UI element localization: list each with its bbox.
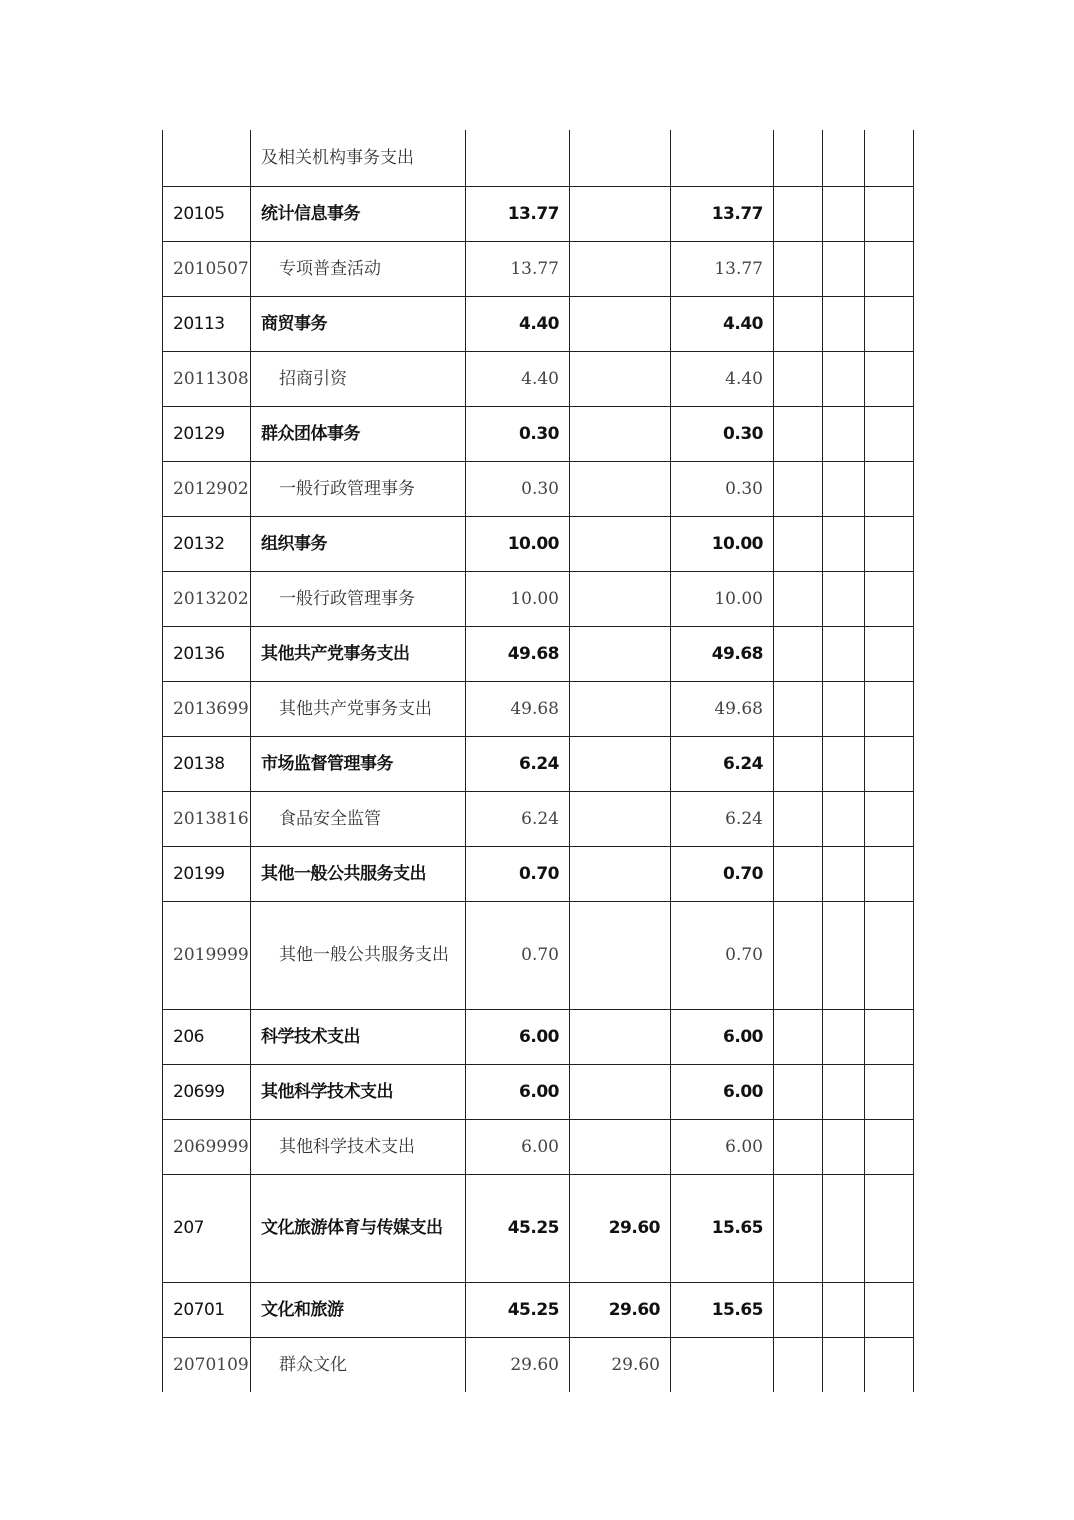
empty-cell-2 <box>823 626 865 681</box>
empty-cell-1 <box>774 846 823 901</box>
empty-cell-1 <box>774 736 823 791</box>
account-code-cell <box>163 351 251 406</box>
account-code-cell <box>163 130 251 186</box>
empty-cell-1 <box>774 296 823 351</box>
account-code-cell <box>163 406 251 461</box>
total-amount-cell <box>466 571 570 626</box>
table-row <box>163 1282 914 1337</box>
account-name-cell <box>251 1119 466 1174</box>
empty-cell-3 <box>865 130 914 186</box>
account-name-text: 商贸事务 <box>261 313 327 334</box>
account-name-text: 招商引资 <box>279 368 347 389</box>
project-expenditure-cell <box>671 516 774 571</box>
project-expenditure-cell <box>671 681 774 736</box>
account-code-text: 2019999 <box>173 945 249 965</box>
empty-cell-3 <box>865 351 914 406</box>
account-name-text: 其他科学技术支出 <box>279 1136 415 1157</box>
empty-cell-1 <box>774 791 823 846</box>
empty-cell-3 <box>865 461 914 516</box>
account-code-text: 20113 <box>173 313 225 334</box>
empty-cell-1 <box>774 461 823 516</box>
basic-expenditure-cell <box>570 681 671 736</box>
basic-expenditure-cell <box>570 130 671 186</box>
project-expenditure-cell <box>671 130 774 186</box>
account-code-text: 20199 <box>173 863 225 884</box>
table-row <box>163 461 914 516</box>
total-amount-text: 6.00 <box>519 1026 559 1047</box>
account-name-cell <box>251 791 466 846</box>
basic-expenditure-cell <box>570 351 671 406</box>
empty-cell-3 <box>865 736 914 791</box>
account-name-cell <box>251 241 466 296</box>
empty-cell-1 <box>774 130 823 186</box>
table-body <box>163 130 914 1392</box>
basic-expenditure-cell <box>570 846 671 901</box>
total-amount-cell <box>466 1119 570 1174</box>
table-row <box>163 130 914 186</box>
account-name-text: 文化旅游体育与传媒支出 <box>261 1218 443 1238</box>
account-code-text: 2069999 <box>173 1136 249 1157</box>
account-code-cell <box>163 1174 251 1282</box>
project-expenditure-text: 6.00 <box>725 1136 763 1157</box>
empty-cell-1 <box>774 1119 823 1174</box>
account-name-cell <box>251 406 466 461</box>
total-amount-text: 13.77 <box>507 203 559 224</box>
account-code-text: 20105 <box>173 203 225 224</box>
total-amount-text: 10.00 <box>510 588 559 609</box>
project-expenditure-cell <box>671 846 774 901</box>
project-expenditure-text: 4.40 <box>725 368 763 389</box>
empty-cell-1 <box>774 241 823 296</box>
project-expenditure-cell <box>671 1009 774 1064</box>
account-name-cell <box>251 681 466 736</box>
account-code-text: 2012902 <box>173 478 249 499</box>
total-amount-text: 6.24 <box>519 753 559 774</box>
account-name-cell <box>251 846 466 901</box>
project-expenditure-cell <box>671 736 774 791</box>
table-row <box>163 736 914 791</box>
empty-cell-2 <box>823 791 865 846</box>
table-row <box>163 296 914 351</box>
total-amount-cell <box>466 736 570 791</box>
account-code-text: 20129 <box>173 423 225 444</box>
project-expenditure-cell <box>671 1337 774 1392</box>
project-expenditure-cell <box>671 351 774 406</box>
empty-cell-3 <box>865 571 914 626</box>
total-amount-text: 10.00 <box>507 533 559 554</box>
empty-cell-3 <box>865 1282 914 1337</box>
total-amount-text: 6.00 <box>521 1136 559 1157</box>
empty-cell-2 <box>823 1337 865 1392</box>
basic-expenditure-text: 29.60 <box>608 1218 660 1238</box>
empty-cell-2 <box>823 296 865 351</box>
total-amount-text: 49.68 <box>507 643 559 664</box>
total-amount-text: 0.70 <box>519 863 559 884</box>
empty-cell-3 <box>865 296 914 351</box>
total-amount-text: 29.60 <box>510 1354 559 1375</box>
account-name-cell <box>251 571 466 626</box>
empty-cell-1 <box>774 406 823 461</box>
basic-expenditure-cell <box>570 1174 671 1282</box>
project-expenditure-cell <box>671 571 774 626</box>
basic-expenditure-cell <box>570 1337 671 1392</box>
total-amount-cell <box>466 791 570 846</box>
account-name-cell <box>251 461 466 516</box>
project-expenditure-text: 15.65 <box>711 1218 763 1238</box>
empty-cell-3 <box>865 681 914 736</box>
empty-cell-2 <box>823 571 865 626</box>
account-name-text: 一般行政管理事务 <box>279 588 415 609</box>
account-name-text: 科学技术支出 <box>261 1026 360 1047</box>
budget-expenditure-table <box>162 130 914 1392</box>
total-amount-text: 49.68 <box>510 698 559 719</box>
project-expenditure-cell <box>671 626 774 681</box>
empty-cell-1 <box>774 1337 823 1392</box>
empty-cell-2 <box>823 1119 865 1174</box>
account-name-cell <box>251 1337 466 1392</box>
account-name-cell <box>251 1009 466 1064</box>
basic-expenditure-cell <box>570 791 671 846</box>
total-amount-cell <box>466 516 570 571</box>
basic-expenditure-cell <box>570 406 671 461</box>
table-row <box>163 846 914 901</box>
empty-cell-3 <box>865 186 914 241</box>
total-amount-cell <box>466 681 570 736</box>
total-amount-cell <box>466 1009 570 1064</box>
account-code-cell <box>163 186 251 241</box>
account-code-cell <box>163 901 251 1009</box>
account-code-text: 20132 <box>173 533 225 554</box>
project-expenditure-cell <box>671 241 774 296</box>
total-amount-cell <box>466 1174 570 1282</box>
table-row <box>163 1064 914 1119</box>
account-code-cell <box>163 461 251 516</box>
account-name-cell <box>251 1064 466 1119</box>
empty-cell-1 <box>774 626 823 681</box>
account-name-text: 其他一般公共服务支出 <box>261 863 426 884</box>
table-row <box>163 571 914 626</box>
project-expenditure-cell <box>671 461 774 516</box>
account-code-cell <box>163 791 251 846</box>
table-row <box>163 351 914 406</box>
basic-expenditure-cell <box>570 736 671 791</box>
total-amount-cell <box>466 626 570 681</box>
account-name-cell <box>251 351 466 406</box>
project-expenditure-cell <box>671 791 774 846</box>
empty-cell-1 <box>774 571 823 626</box>
basic-expenditure-cell <box>570 626 671 681</box>
account-name-cell <box>251 130 466 186</box>
empty-cell-1 <box>774 1064 823 1119</box>
account-name-text: 组织事务 <box>261 533 327 554</box>
empty-cell-1 <box>774 1282 823 1337</box>
basic-expenditure-text: 29.60 <box>608 1299 660 1320</box>
empty-cell-2 <box>823 1009 865 1064</box>
account-name-cell <box>251 901 466 1009</box>
project-expenditure-cell <box>671 1174 774 1282</box>
account-name-cell <box>251 626 466 681</box>
account-code-text: 2013816 <box>173 808 249 829</box>
project-expenditure-text: 6.24 <box>723 753 763 774</box>
basic-expenditure-cell <box>570 296 671 351</box>
account-name-text: 群众团体事务 <box>261 423 360 444</box>
empty-cell-1 <box>774 186 823 241</box>
empty-cell-2 <box>823 1282 865 1337</box>
empty-cell-3 <box>865 1174 914 1282</box>
account-name-text: 其他科学技术支出 <box>261 1081 393 1102</box>
project-expenditure-cell <box>671 186 774 241</box>
total-amount-text: 13.77 <box>510 258 559 279</box>
account-code-text: 207 <box>173 1218 204 1238</box>
account-code-cell <box>163 1282 251 1337</box>
empty-cell-3 <box>865 241 914 296</box>
account-name-cell <box>251 186 466 241</box>
project-expenditure-text: 13.77 <box>711 203 763 224</box>
total-amount-cell <box>466 1282 570 1337</box>
empty-cell-2 <box>823 736 865 791</box>
empty-cell-3 <box>865 901 914 1009</box>
account-name-text: 食品安全监管 <box>279 808 381 829</box>
project-expenditure-cell <box>671 296 774 351</box>
account-name-text: 其他共产党事务支出 <box>279 698 432 719</box>
basic-expenditure-cell <box>570 516 671 571</box>
account-code-cell <box>163 1064 251 1119</box>
project-expenditure-cell <box>671 1119 774 1174</box>
empty-cell-3 <box>865 1009 914 1064</box>
table-row <box>163 791 914 846</box>
basic-expenditure-cell <box>570 901 671 1009</box>
empty-cell-2 <box>823 681 865 736</box>
project-expenditure-text: 0.70 <box>723 863 763 884</box>
account-code-text: 20701 <box>173 1299 225 1320</box>
account-name-cell <box>251 296 466 351</box>
empty-cell-1 <box>774 901 823 1009</box>
basic-expenditure-cell <box>570 1119 671 1174</box>
table-row <box>163 681 914 736</box>
empty-cell-1 <box>774 681 823 736</box>
account-code-text: 2010507 <box>173 258 249 279</box>
empty-cell-1 <box>774 516 823 571</box>
account-name-cell <box>251 516 466 571</box>
project-expenditure-text: 4.40 <box>723 313 763 334</box>
account-code-text: 20699 <box>173 1081 225 1102</box>
project-expenditure-text: 15.65 <box>711 1299 763 1320</box>
account-name-text: 其他一般公共服务支出 <box>279 945 449 965</box>
basic-expenditure-cell <box>570 461 671 516</box>
empty-cell-1 <box>774 1174 823 1282</box>
account-name-cell <box>251 736 466 791</box>
total-amount-text: 45.25 <box>507 1299 559 1320</box>
account-code-cell <box>163 1119 251 1174</box>
account-name-text: 及相关机构事务支出 <box>261 147 414 168</box>
empty-cell-2 <box>823 1174 865 1282</box>
project-expenditure-cell <box>671 406 774 461</box>
account-code-cell <box>163 571 251 626</box>
basic-expenditure-cell <box>570 1064 671 1119</box>
total-amount-cell <box>466 186 570 241</box>
project-expenditure-cell <box>671 1282 774 1337</box>
account-name-text: 专项普查活动 <box>279 258 381 279</box>
total-amount-cell <box>466 351 570 406</box>
account-code-cell <box>163 1009 251 1064</box>
total-amount-cell <box>466 406 570 461</box>
total-amount-text: 0.30 <box>521 478 559 499</box>
empty-cell-3 <box>865 626 914 681</box>
project-expenditure-text: 6.00 <box>723 1081 763 1102</box>
empty-cell-2 <box>823 130 865 186</box>
project-expenditure-cell <box>671 901 774 1009</box>
account-code-cell <box>163 681 251 736</box>
total-amount-text: 6.00 <box>519 1081 559 1102</box>
empty-cell-2 <box>823 406 865 461</box>
total-amount-cell <box>466 130 570 186</box>
empty-cell-3 <box>865 791 914 846</box>
project-expenditure-text: 0.30 <box>725 478 763 499</box>
table-row <box>163 901 914 1009</box>
total-amount-text: 4.40 <box>519 313 559 334</box>
account-code-cell <box>163 516 251 571</box>
empty-cell-3 <box>865 516 914 571</box>
account-name-text: 群众文化 <box>279 1354 347 1375</box>
account-name-text: 统计信息事务 <box>261 203 360 224</box>
account-code-text: 20138 <box>173 753 225 774</box>
account-name-text: 市场监督管理事务 <box>261 753 393 774</box>
total-amount-cell <box>466 1337 570 1392</box>
total-amount-cell <box>466 901 570 1009</box>
project-expenditure-text: 49.68 <box>711 643 763 664</box>
table-row <box>163 516 914 571</box>
empty-cell-2 <box>823 901 865 1009</box>
table-row <box>163 1119 914 1174</box>
table-row <box>163 241 914 296</box>
account-code-text: 2013202 <box>173 588 249 609</box>
empty-cell-3 <box>865 1064 914 1119</box>
empty-cell-3 <box>865 406 914 461</box>
account-code-text: 206 <box>173 1026 204 1047</box>
project-expenditure-text: 6.24 <box>725 808 763 829</box>
account-code-cell <box>163 296 251 351</box>
project-expenditure-text: 6.00 <box>723 1026 763 1047</box>
total-amount-text: 4.40 <box>521 368 559 389</box>
empty-cell-3 <box>865 846 914 901</box>
account-name-cell <box>251 1174 466 1282</box>
basic-expenditure-cell <box>570 186 671 241</box>
total-amount-text: 0.30 <box>519 423 559 444</box>
empty-cell-3 <box>865 1119 914 1174</box>
table-row <box>163 1174 914 1282</box>
basic-expenditure-cell <box>570 1282 671 1337</box>
empty-cell-2 <box>823 241 865 296</box>
account-code-text: 2013699 <box>173 698 249 719</box>
empty-cell-1 <box>774 351 823 406</box>
empty-cell-2 <box>823 1064 865 1119</box>
project-expenditure-text: 10.00 <box>714 588 763 609</box>
project-expenditure-text: 0.30 <box>723 423 763 444</box>
account-code-cell <box>163 846 251 901</box>
basic-expenditure-text: 29.60 <box>611 1354 660 1375</box>
account-name-cell <box>251 1282 466 1337</box>
basic-expenditure-cell <box>570 1009 671 1064</box>
empty-cell-2 <box>823 461 865 516</box>
basic-expenditure-cell <box>570 241 671 296</box>
account-code-text: 2011308 <box>173 368 249 389</box>
project-expenditure-text: 13.77 <box>714 258 763 279</box>
project-expenditure-text: 10.00 <box>711 533 763 554</box>
total-amount-cell <box>466 1064 570 1119</box>
empty-cell-2 <box>823 516 865 571</box>
table-row <box>163 1009 914 1064</box>
empty-cell-3 <box>865 1337 914 1392</box>
table-row <box>163 186 914 241</box>
total-amount-cell <box>466 846 570 901</box>
empty-cell-2 <box>823 846 865 901</box>
account-name-text: 文化和旅游 <box>261 1299 344 1320</box>
basic-expenditure-cell <box>570 571 671 626</box>
empty-cell-2 <box>823 351 865 406</box>
total-amount-cell <box>466 241 570 296</box>
total-amount-cell <box>466 461 570 516</box>
total-amount-cell <box>466 296 570 351</box>
empty-cell-2 <box>823 186 865 241</box>
account-code-text: 2070109 <box>173 1354 249 1375</box>
empty-cell-1 <box>774 1009 823 1064</box>
project-expenditure-text: 0.70 <box>725 945 763 965</box>
account-name-text: 一般行政管理事务 <box>279 478 415 499</box>
table-row <box>163 626 914 681</box>
account-code-cell <box>163 1337 251 1392</box>
total-amount-text: 6.24 <box>521 808 559 829</box>
table-row <box>163 1337 914 1392</box>
project-expenditure-cell <box>671 1064 774 1119</box>
table-row <box>163 406 914 461</box>
account-code-cell <box>163 626 251 681</box>
project-expenditure-text: 49.68 <box>714 698 763 719</box>
account-code-text: 20136 <box>173 643 225 664</box>
account-name-text: 其他共产党事务支出 <box>261 643 410 664</box>
account-code-cell <box>163 241 251 296</box>
account-code-cell <box>163 736 251 791</box>
total-amount-text: 45.25 <box>507 1218 559 1238</box>
total-amount-text: 0.70 <box>521 945 559 965</box>
